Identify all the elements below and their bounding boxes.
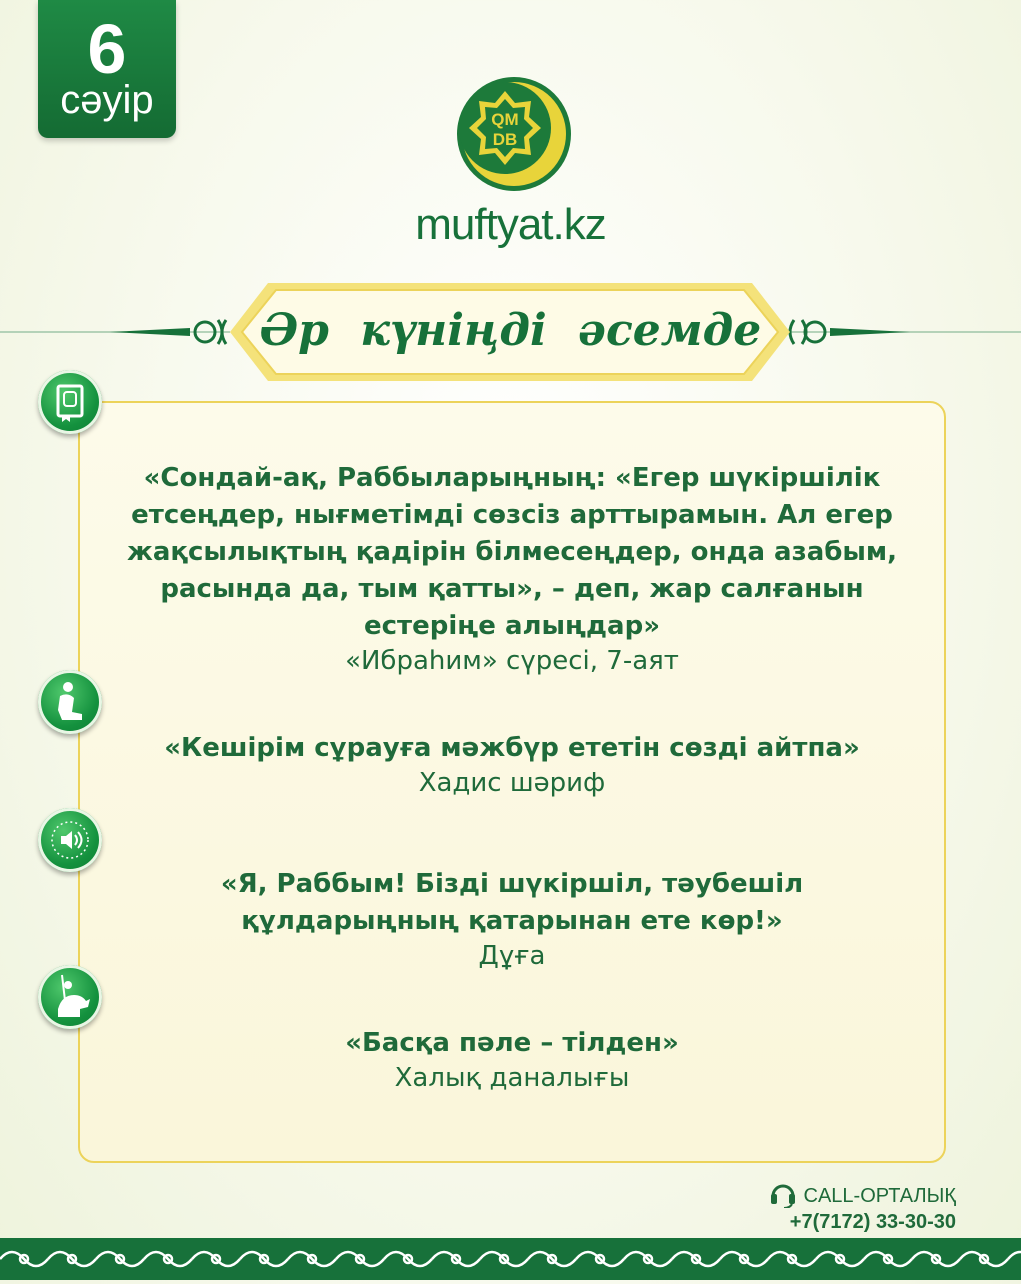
footer-ornament — [0, 1238, 1021, 1280]
hadith-block — [78, 730, 946, 799]
praying-person-icon — [38, 670, 102, 734]
date-badge — [38, 0, 176, 138]
site-name: muftyat.kz — [415, 200, 606, 249]
hadith-source: Хадис шәриф — [418, 768, 606, 798]
ayah-text: «Сондай-ақ, Раббыларыңның: «Егер шүкіршілік етсеңдер, нығметімді сөзсіз арттырамын. Ал егер жақсылықтың қадірін білмесеңдер, онда азабым, расында да, тым қатты», – деп, жар салғанын естеріңе алыңдар» — [126, 463, 898, 641]
wisdom-text: «Басқа пәле – тілден» — [345, 1028, 679, 1058]
dua-source: Дұға — [478, 941, 546, 971]
date-day: 6 — [87, 10, 127, 88]
horse-rider-icon — [38, 965, 102, 1029]
dua-text: «Я, Раббым! Бізді шүкіршіл, тәубешіл құлдарыңның қатарынан ете көр!» — [220, 869, 804, 936]
sound-icon — [38, 808, 102, 872]
call-center-phone: +7(7172) 33-30-30 — [789, 1211, 956, 1233]
call-label-text: CALL-ОРТАЛЫҚ — [803, 1185, 956, 1207]
svg-text:QM: QM — [491, 110, 519, 129]
ayah-source: «Ибраһим» сүресі, 7-аят — [345, 646, 679, 676]
call-center-label — [768, 1180, 956, 1209]
quran-icon — [38, 370, 102, 434]
svg-text:DB: DB — [492, 130, 518, 149]
headset-icon — [768, 1180, 798, 1208]
wisdom-block — [78, 1025, 946, 1094]
dua-block — [78, 866, 946, 972]
wisdom-source: Халық даналығы — [394, 1063, 630, 1093]
ayah-block — [78, 460, 946, 677]
banner-title: Әр күніңді әсемде — [259, 305, 762, 356]
hadith-text: «Кешірім сұрауға мәжбүр ететін сөзді айтпа» — [164, 733, 860, 763]
date-month: сәуір — [60, 78, 154, 122]
logo-icon — [455, 75, 573, 193]
call-center — [768, 1180, 956, 1235]
